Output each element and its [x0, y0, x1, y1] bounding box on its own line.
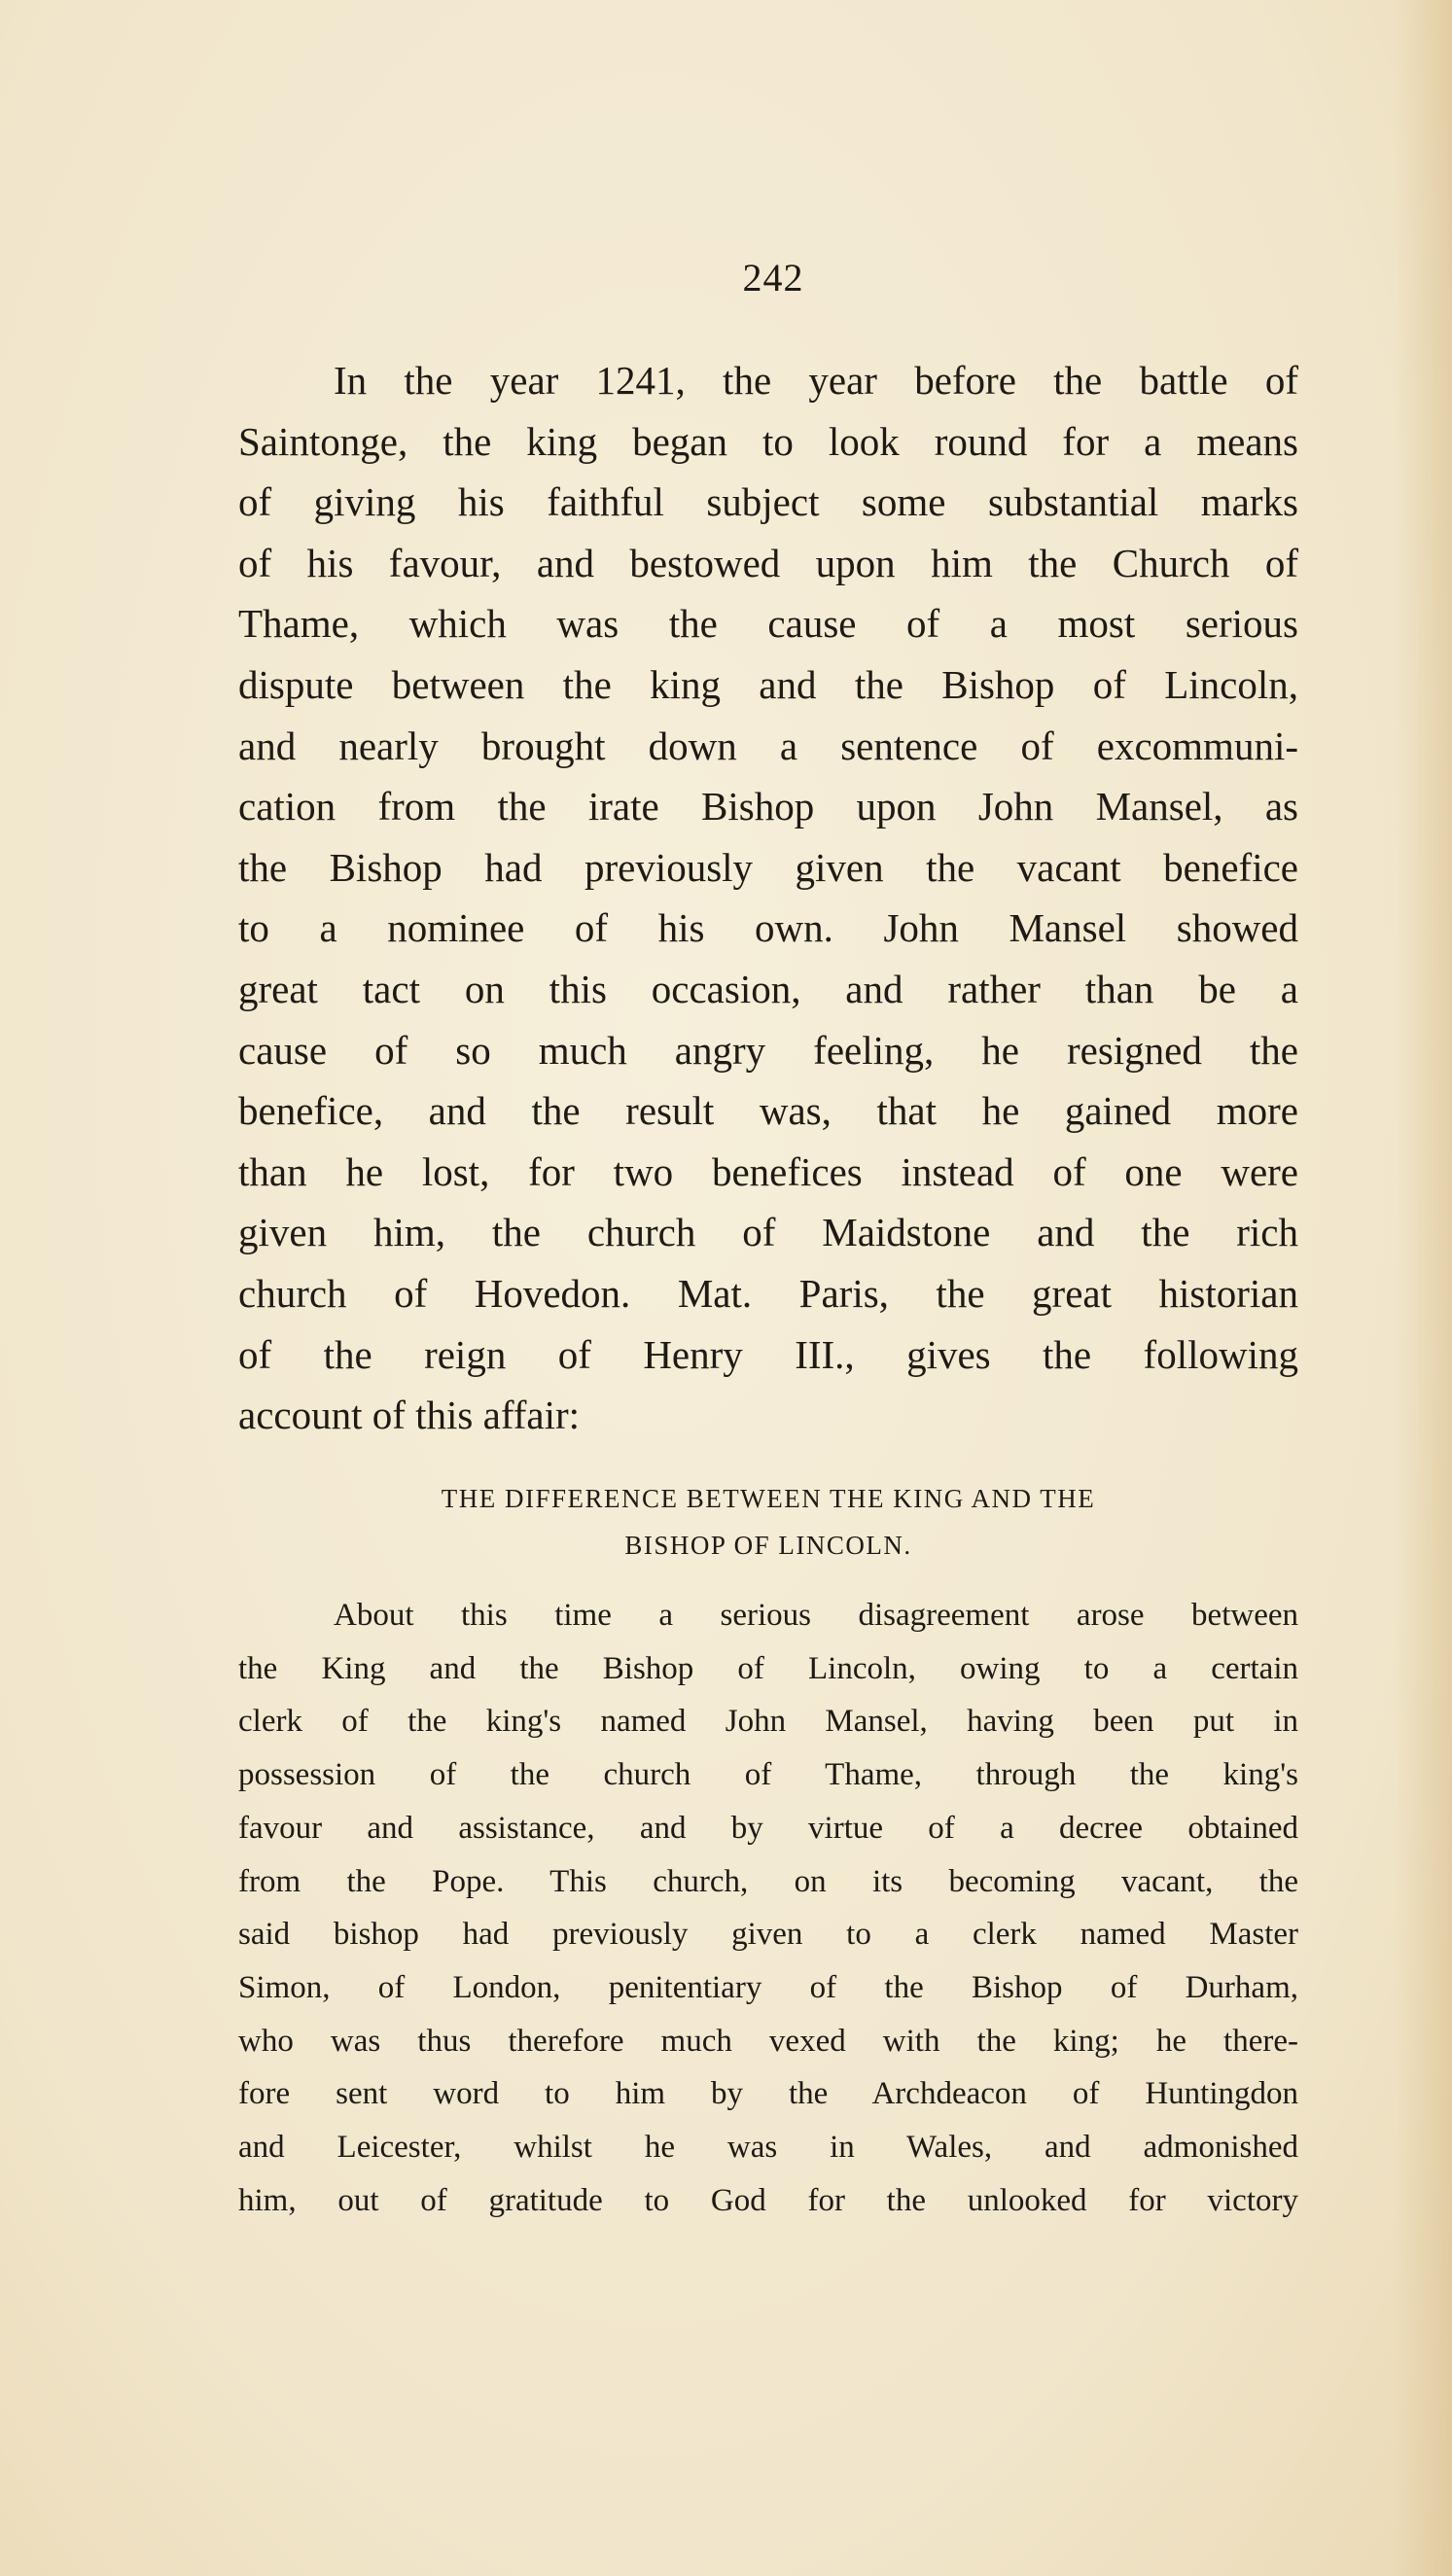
paragraph-line: cation from the irate Bishop upon John Mansel, as [238, 784, 1298, 829]
quote-line: About this time a serious disagreement arose between [334, 1598, 1298, 1633]
paragraph-line: than he lost, for two benefices instead of one were [238, 1148, 1298, 1194]
quote-line: fore sent word to him by the Archdeacon of Huntingdon [238, 2076, 1298, 2112]
paragraph-line: given him, the church of Maidstone and the rich [238, 1210, 1298, 1255]
section-heading-line-2: BISHOP OF LINCOLN. [624, 1531, 912, 1560]
quote-line: said bishop had previously given to a clerk named Master [238, 1917, 1298, 1953]
page-number: 242 [742, 256, 804, 300]
page-edge-shadow [1394, 0, 1452, 2576]
paragraph-line: account of this affair: [238, 1393, 581, 1438]
paragraph-line: great tact on this occasion, and rather than be a [238, 966, 1298, 1011]
main-paragraph [238, 350, 1298, 1446]
paragraph-line: Thame, which was the cause of a most serious [238, 601, 1298, 647]
paragraph-line: and nearly brought down a sentence of excommuni- [238, 723, 1298, 768]
quote-line: the King and the Bishop of Lincoln, owing to a certain [238, 1650, 1298, 1686]
quoted-passage [238, 1589, 1298, 2227]
paragraph-line: cause of so much angry feeling, he resigned the [238, 1027, 1298, 1073]
paragraph-line: of giving his faithful subject some substantial marks [238, 479, 1298, 525]
paragraph-line: of the reign of Henry III., gives the following [238, 1331, 1298, 1377]
paragraph-line: of his favour, and bestowed upon him the Church of [238, 540, 1298, 585]
quote-line: favour and assistance, and by virtue of a decree obtained [238, 1810, 1298, 1846]
quote-line: and Leicester, whilst he was in Wales, and admonished [238, 2130, 1298, 2166]
quote-line: Simon, of London, penitentiary of the Bishop of Durham, [238, 1969, 1298, 2005]
section-heading-line-1: THE DIFFERENCE BETWEEN THE KING AND THE [441, 1484, 1096, 1513]
paragraph-line: church of Hovedon. Mat. Paris, the great historian [238, 1270, 1298, 1316]
paragraph-line: Saintonge, the king began to look round for a means [238, 418, 1298, 464]
paragraph-line: In the year 1241, the year before the battle of [334, 358, 1298, 403]
quote-line: him, out of gratitude to God for the unlooked for victory [238, 2182, 1298, 2218]
paragraph-line: the Bishop had previously given the vacant benefice [238, 844, 1298, 890]
quote-line: possession of the church of Thame, through the king's [238, 1757, 1298, 1793]
paragraph-line: to a nominee of his own. John Mansel showed [238, 905, 1298, 951]
paragraph-line: benefice, and the result was, that he gained more [238, 1088, 1298, 1134]
quote-line: who was thus therefore much vexed with the king; he there- [238, 2023, 1298, 2059]
quote-line: clerk of the king's named John Mansel, having been put in [238, 1704, 1298, 1740]
paragraph-line: dispute between the king and the Bishop of Lincoln, [238, 661, 1298, 707]
quote-line: from the Pope. This church, on its becoming vacant, the [238, 1863, 1298, 1899]
